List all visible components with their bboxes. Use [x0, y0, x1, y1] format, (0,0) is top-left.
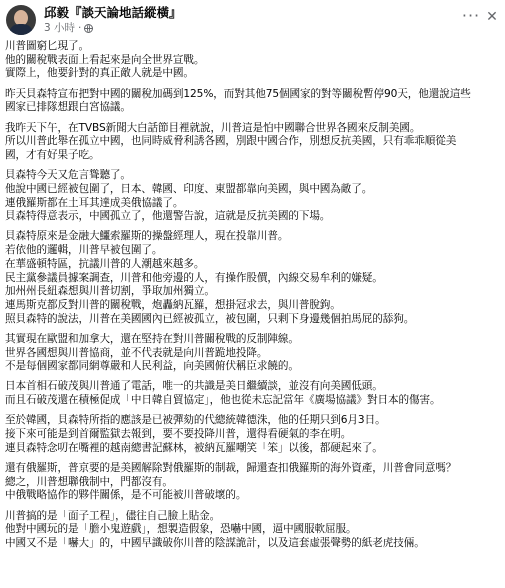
post-body	[5, 40, 502, 557]
post-text-line: 在華盛頓特區，抗議川普的人潮越來越多。	[5, 257, 205, 270]
post-text-line: 實際上，他要針對的真正敵人就是中國。	[5, 67, 194, 80]
post-text-line: 國家已排隊想跟白宮協議。	[5, 101, 131, 114]
post-paragraph	[5, 88, 502, 115]
post-paragraph	[5, 333, 502, 374]
post-text-line: 昨天貝森特宣布把對中國的關稅加碼到125%，而對其他75個國家的對等關稅暫停90天，他還說這些	[5, 87, 471, 100]
post-text-line: 他說中國已經被包圍了，日本、韓國、印度、東盟都靠向美國，與中國為敵了。	[5, 182, 373, 195]
post-text-line: 總之，川普想聯俄制中，門都沒有。	[5, 475, 173, 488]
post-header	[6, 4, 499, 38]
more-horizontal-icon: ···	[461, 6, 481, 25]
post-text-line: 川普圖窮匕現了。	[5, 40, 89, 52]
post-text-line: 日本首相石破茂與川普通了電話，唯一的共識是美日繼續談，並沒有向美國低頭。	[5, 380, 383, 393]
post-text-line: 接下來可能是到首爾監獄去報到，要不要投降川普，還得看硬氣的李在明。	[5, 428, 352, 441]
post-paragraph	[5, 462, 502, 503]
post-text-line: 中國又不是「嚇大」的，中國早識破你川普的陰謀詭計，以及這套虛張聲勢的紙老虎技倆。	[5, 537, 425, 549]
post-text-line: 還有俄羅斯，普京要的是美國解除對俄羅斯的制裁，歸還查扣俄羅斯的海外資產，川普會同意嗎？	[5, 461, 457, 474]
globe-icon	[84, 24, 93, 33]
post-text-line: 貝森特今天又危言聳聽了。	[5, 169, 131, 182]
post-text-line: 他的關稅戰表面上看起來是向全世界宣戰。	[5, 53, 205, 66]
post-time[interactable]: 3 小時	[44, 22, 76, 34]
author-name[interactable]: 邱毅『談天論地話縱橫』	[44, 5, 182, 20]
close-icon: ✕	[486, 9, 498, 25]
post-text-line: 世界各國想與川普協商，並不代表就是向川普跪地投降。	[5, 346, 268, 359]
post-paragraph	[5, 414, 502, 455]
close-button[interactable]	[485, 9, 499, 25]
avatar-body	[9, 24, 33, 35]
post-paragraph	[5, 230, 502, 326]
post-text-line: 不是每個國家都同網尊嚴和人民利益，向美國俯伏稱臣求饒的。	[5, 360, 299, 373]
post-text-line: 至於韓國，貝森特所指的應該是已被彈劾的代總統韓德洙，他的任期只到6月3日。	[5, 414, 386, 427]
post-text-line: 連俄羅斯都在土耳其達成美俄協議了。	[5, 196, 184, 209]
post-text-line: 所以川普此舉在孤立中國，也同時威脅利誘各國，別跟中國合作，別想反抗美國，只有乖乖順從美	[5, 135, 457, 148]
post-text-line: 其實現在歐盟和加拿大，還在堅持在對川普關稅戰的反制陣線。	[5, 332, 299, 345]
post-text-line: 貝森特原來是金融大鱷索羅斯的操盤經理人，現在投靠川普。	[5, 230, 289, 243]
post-paragraph	[5, 510, 502, 551]
post-text-line: 他對中國玩的是「膽小鬼遊戲」，想製造假象，恐嚇中國，逼中國服軟屈服。	[5, 523, 357, 536]
post-paragraph	[5, 122, 502, 163]
avatar[interactable]	[6, 5, 36, 35]
post-text-line: 民主黨參議員據案調查，川普和他旁邊的人，有操作股價，內線交易牟利的嫌疑。	[5, 271, 383, 284]
post-text-line: 我昨天下午，在TVBS新聞大白話節目裡就說，川普這是怕中國聯合世界各國來反制美國。	[5, 121, 421, 134]
post-paragraph	[5, 380, 502, 407]
post-text-line: 若依他的邏輯，川普早被包圍了。	[5, 244, 163, 257]
meta-separator: ·	[78, 22, 82, 34]
post-paragraph	[5, 169, 502, 224]
post-text-line: 加州州長紐森想與川普切割，爭取加州獨立。	[5, 285, 215, 298]
post-text-line: 中俄戰略協作的夥伴關係，是不可能被川普破壞的。	[5, 489, 247, 502]
post-paragraph	[5, 40, 502, 81]
post-text-line: 照貝森特的說法，川普在美國國內已經被孤立，被包圍，只剩下身邊幾個拍馬屁的舔狗。	[5, 312, 415, 325]
post-text-line: 連馬斯克都反對川普的關稅戰，炮轟納瓦羅，想掛冠求去，與川普脫鉤。	[5, 298, 341, 311]
post-text-line: 連貝森特念叨在嘴裡的越南總書記蘇林，被納瓦羅嘲笑「笨」以後，都硬起來了。	[5, 441, 383, 454]
post-text-line: 川普搞的是「面子工程」，儘往自己臉上貼金。	[5, 509, 221, 522]
more-options-button[interactable]	[461, 6, 481, 26]
post-meta	[44, 22, 93, 35]
post-text-line: 貝森特得意表示，中國孤立了，他還警告說，這就是反抗美國的下場。	[5, 210, 331, 223]
post-text-line: 而且石破茂還在積極促成「中日韓自貿協定」，他也從未忘記當年《廣場協議》對日本的傷害。	[5, 394, 441, 407]
post-text-line: 國，才有好果子吃。	[5, 148, 100, 161]
